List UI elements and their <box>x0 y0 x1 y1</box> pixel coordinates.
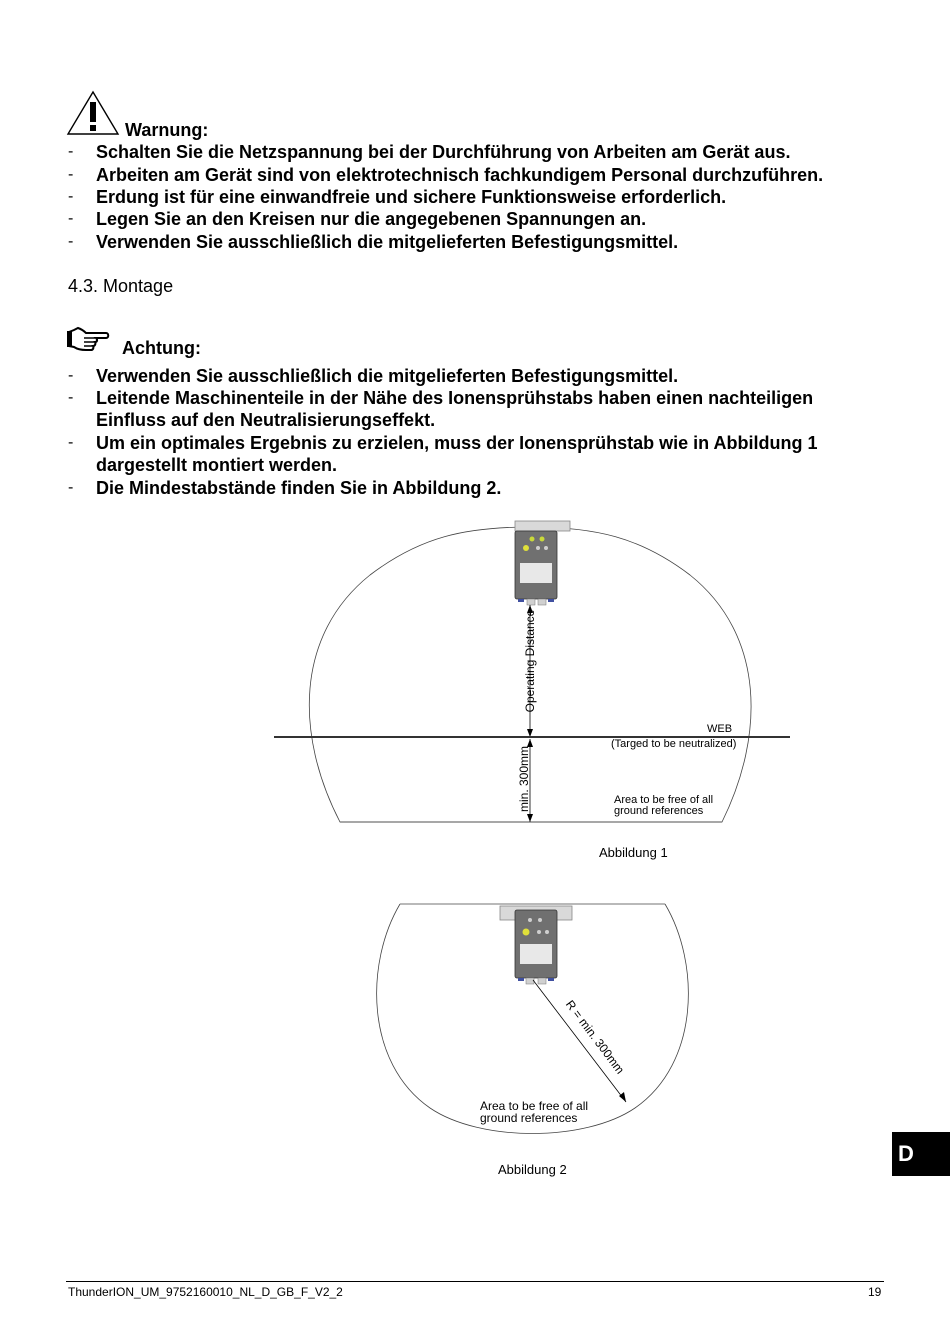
radius-label: R = min. 300mm <box>562 997 628 1077</box>
figure-2-caption: Abbildung 2 <box>498 1162 567 1177</box>
ionizer-device <box>515 910 557 984</box>
radius-arrow <box>533 980 626 1102</box>
web-label: WEB <box>707 723 733 735</box>
warning-heading: Warnung: <box>125 120 209 140</box>
footer-divider <box>66 1281 884 1282</box>
warning-item: Erdung ist für eine einwandfreie und sichere Funktionsweise erforderlich. <box>96 187 727 207</box>
warning-item: Schalten Sie die Netzspannung bei der Durchführung von Arbeiten am Gerät aus. <box>96 142 791 162</box>
web-note-label: (Targed to be neutralized) <box>611 738 737 750</box>
bullet-dash: - <box>68 479 74 496</box>
attention-item: Um ein optimales Ergebnis zu erzielen, muss der Ionensprühstab wie in Abbildung 1 <box>96 433 818 453</box>
section-title: 4.3. Montage <box>68 276 174 296</box>
attention-item: Verwenden Sie ausschließlich die mitgelieferten Befestigungsmittel. <box>96 366 679 386</box>
area-free-label-line2: ground references <box>614 805 704 817</box>
warning-item: Arbeiten am Gerät sind von elektrotechnisch fachkundigem Personal durchzuführen. <box>96 165 824 185</box>
bullet-dash: - <box>68 367 74 384</box>
operating-distance-label: Operating Distance <box>523 609 537 713</box>
bullet-dash: - <box>68 434 74 451</box>
footer-document-id: ThunderION_UM_9752160010_NL_D_GB_F_V2_2 <box>68 1285 343 1299</box>
bullet-dash: - <box>68 233 74 250</box>
attention-item: Leitende Maschinenteile in der Nähe des Ionensprühstabs haben einen nachteiligen <box>96 388 814 408</box>
area-free-label: Area to be free of all <box>480 1099 589 1113</box>
min-distance-label: min. 300mm <box>517 745 531 813</box>
attention-item-continued: dargestellt montiert werden. <box>96 455 338 475</box>
ionizer-device <box>515 531 557 605</box>
bullet-dash: - <box>68 188 74 205</box>
area-free-label-line2: ground references <box>480 1111 578 1125</box>
language-tab: D <box>892 1132 950 1176</box>
figure-1-caption: Abbildung 1 <box>599 845 668 860</box>
pointing-hand-icon <box>66 326 110 352</box>
attention-item: Die Mindestabstände finden Sie in Abbildung 2. <box>96 478 502 498</box>
warning-item: Verwenden Sie ausschließlich die mitgelieferten Befestigungsmittel. <box>96 232 679 252</box>
attention-item-continued: Einfluss auf den Neutralisierungseffekt. <box>96 410 436 430</box>
bullet-dash: - <box>68 166 74 183</box>
bullet-dash: - <box>68 143 74 160</box>
page-number: 19 <box>868 1285 882 1299</box>
bullet-dash: - <box>68 210 74 227</box>
attention-heading: Achtung: <box>122 338 201 358</box>
bullet-dash: - <box>68 389 74 406</box>
area-free-label: Area to be free of all <box>614 794 714 806</box>
warning-item: Legen Sie an den Kreisen nur die angegebenen Spannungen an. <box>96 209 647 229</box>
warning-triangle-icon <box>66 90 120 136</box>
